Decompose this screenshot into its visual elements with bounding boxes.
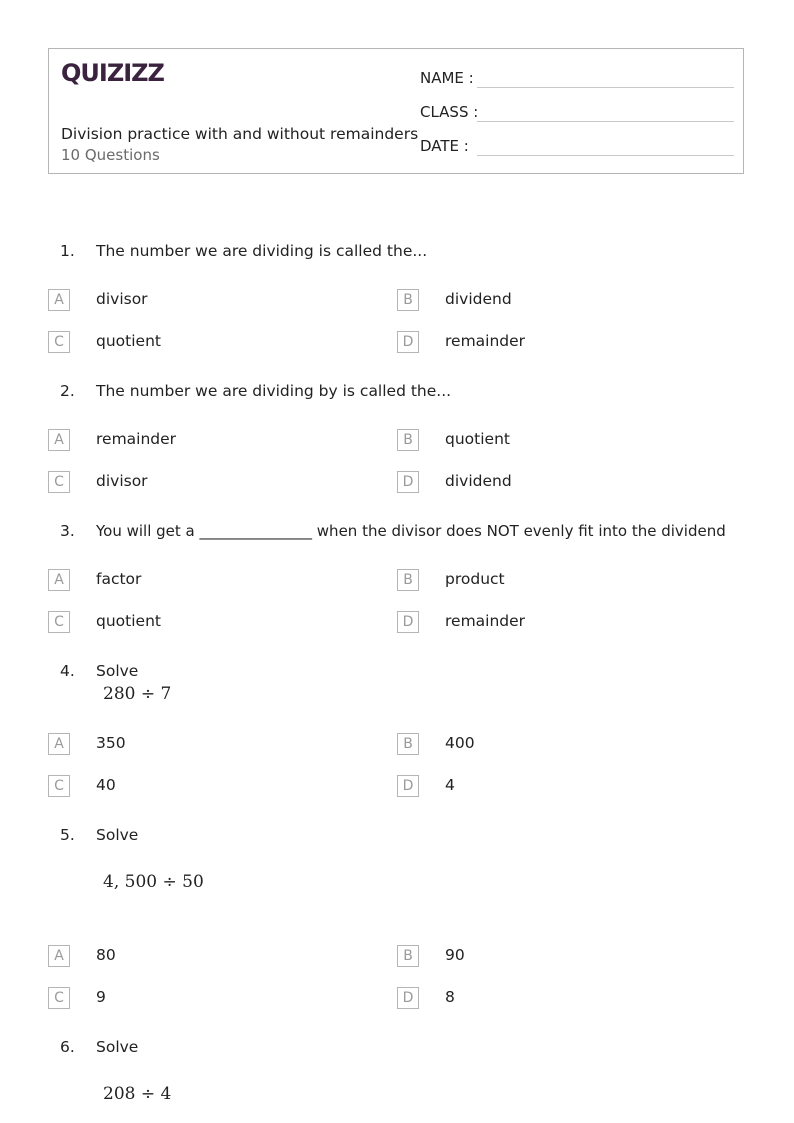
date-label: DATE : [420, 137, 469, 155]
question-text: Solve [96, 1038, 139, 1056]
option-text: quotient [445, 430, 510, 448]
option-text: remainder [445, 332, 526, 350]
option-letter: A [48, 945, 70, 967]
option-letter: C [48, 611, 70, 633]
option-3d[interactable] [397, 611, 697, 635]
option-letter: D [397, 471, 419, 493]
question-text: Solve [96, 662, 139, 680]
question-text: The number we are dividing by is called the... [96, 382, 452, 400]
option-letter: A [48, 569, 70, 591]
question-text: The number we are dividing is called the... [96, 242, 428, 260]
option-letter: D [397, 775, 419, 797]
option-text: divisor [96, 290, 148, 308]
option-text: quotient [96, 332, 161, 350]
option-text: 9 [96, 988, 106, 1006]
name-label: NAME : [420, 69, 474, 87]
option-letter: D [397, 611, 419, 633]
option-text: 350 [96, 734, 126, 752]
option-3a[interactable] [48, 569, 348, 593]
option-4a[interactable] [48, 733, 348, 757]
option-2c[interactable] [48, 471, 348, 495]
math-expression: 4, 500 ÷ 50 [103, 872, 204, 892]
option-3b[interactable] [397, 569, 697, 593]
question-count: 10 Questions [61, 146, 160, 164]
option-2a[interactable] [48, 429, 348, 453]
quizizz-logo: QUIZIZZ [61, 59, 164, 87]
worksheet-header [48, 48, 744, 174]
option-5c[interactable] [48, 987, 348, 1011]
option-letter: D [397, 987, 419, 1009]
option-letter: B [397, 945, 419, 967]
option-text: remainder [445, 612, 526, 630]
option-text: 400 [445, 734, 475, 752]
date-field[interactable] [420, 137, 734, 159]
option-2b[interactable] [397, 429, 697, 453]
question-number: 1. [60, 242, 75, 260]
option-1d[interactable] [397, 331, 697, 355]
option-letter: C [48, 331, 70, 353]
option-letter: C [48, 471, 70, 493]
option-3c[interactable] [48, 611, 348, 635]
question-number: 6. [60, 1038, 75, 1056]
option-text: divisor [96, 472, 148, 490]
option-text: dividend [445, 290, 512, 308]
option-text: dividend [445, 472, 512, 490]
option-letter: B [397, 289, 419, 311]
option-text: quotient [96, 612, 161, 630]
option-5b[interactable] [397, 945, 697, 969]
class-field[interactable] [420, 103, 734, 125]
option-text: factor [96, 570, 142, 588]
name-line[interactable] [477, 87, 734, 88]
option-text: 90 [445, 946, 465, 964]
question-text: Solve [96, 826, 139, 844]
worksheet-title: Division practice with and without remainders [61, 125, 419, 143]
option-letter: C [48, 987, 70, 1009]
question-number: 5. [60, 826, 75, 844]
question-number: 2. [60, 382, 75, 400]
option-letter: A [48, 429, 70, 451]
option-1c[interactable] [48, 331, 348, 355]
question-number: 3. [60, 522, 75, 540]
question-text: You will get a _______________ when the divisor does NOT evenly fit into the dividend [96, 522, 726, 540]
option-text: 40 [96, 776, 116, 794]
option-4b[interactable] [397, 733, 697, 757]
option-letter: A [48, 733, 70, 755]
option-1a[interactable] [48, 289, 348, 313]
option-text: remainder [96, 430, 177, 448]
date-line[interactable] [477, 155, 734, 156]
math-expression: 280 ÷ 7 [103, 684, 172, 704]
option-letter: D [397, 331, 419, 353]
option-text: 8 [445, 988, 455, 1006]
option-letter: C [48, 775, 70, 797]
name-field[interactable] [420, 69, 734, 91]
option-letter: B [397, 569, 419, 591]
math-expression: 208 ÷ 4 [103, 1084, 172, 1104]
option-1b[interactable] [397, 289, 697, 313]
option-letter: B [397, 429, 419, 451]
class-line[interactable] [477, 121, 734, 122]
option-5d[interactable] [397, 987, 697, 1011]
option-text: product [445, 570, 505, 588]
option-2d[interactable] [397, 471, 697, 495]
option-4c[interactable] [48, 775, 348, 799]
class-label: CLASS : [420, 103, 479, 121]
option-text: 4 [445, 776, 455, 794]
question-number: 4. [60, 662, 75, 680]
option-letter: B [397, 733, 419, 755]
option-4d[interactable] [397, 775, 697, 799]
option-5a[interactable] [48, 945, 348, 969]
option-text: 80 [96, 946, 116, 964]
option-letter: A [48, 289, 70, 311]
